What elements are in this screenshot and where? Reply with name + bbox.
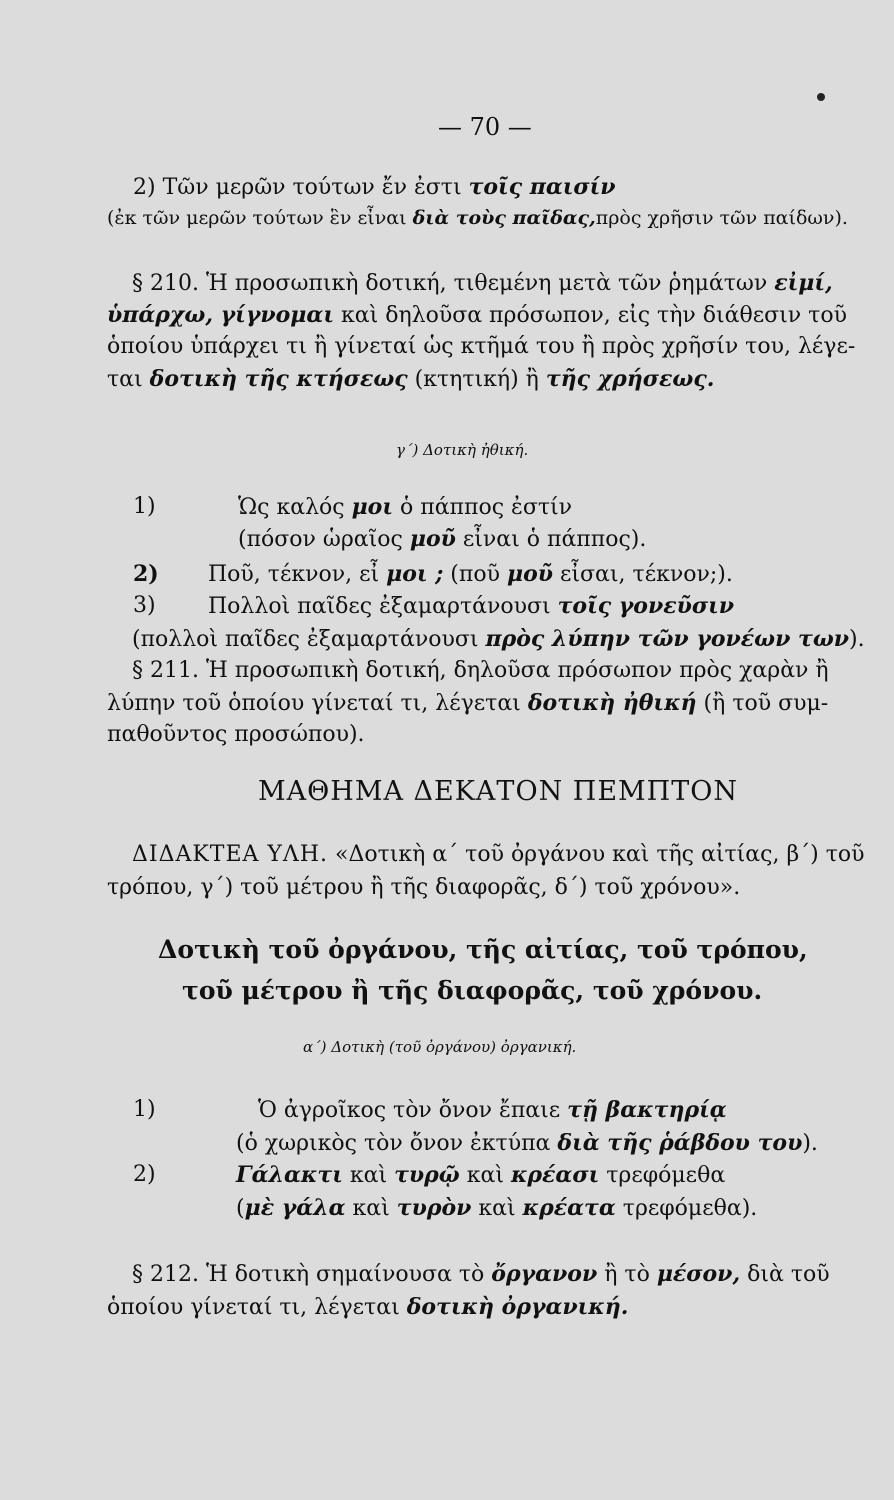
ink-speck (817, 93, 825, 101)
example-number: 1) (133, 494, 156, 519)
subheading-ethical-dative: γ΄) Δοτικὴ ἠθική. (396, 441, 529, 459)
example-line: Ὁ ἀγροῖκος τὸν ὄνον ἔπαιε τῇ βακτηρίᾳ (258, 1097, 727, 1123)
subheading-instrumental-dative: α΄) Δοτικὴ (τοῦ ὀργάνου) ὀργανική. (303, 1038, 577, 1056)
example-number: 3) (133, 593, 156, 618)
example-line: 2) Τῶν μερῶν τούτων ἔν ἐστι τοῖς παισίν (133, 174, 616, 200)
paragraph-211: λύπην τοῦ ὁποίου γίνεταί τι, λέγεται δοτικὴ ἠθική (ἢ τοῦ συμ- (107, 690, 829, 716)
example-line: (ἐκ τῶν μερῶν τούτων ἓν εἶναι διὰ τοὺς παῖδας,πρὸς χρῆσιν τῶν παίδων). (107, 207, 848, 229)
example-line: (ὁ χωρικὸς τὸν ὄνον ἐκτύπα διὰ τῆς ῥάβδου του). (236, 1130, 818, 1156)
example-number: 2) (133, 1162, 156, 1187)
example-line: (πολλοὶ παῖδες ἐξαμαρτάνουσι πρὸς λύπην τῶν γονέων των). (132, 626, 865, 652)
syllabus-line: ΔΙΔΑΚΤΕΑ ΥΛΗ. «Δοτικὴ α΄ τοῦ ὀργάνου καὶ τῆς αἰτίας, β΄) τοῦ (132, 842, 865, 867)
example-number: 1) (133, 1097, 156, 1122)
example-line: (πόσον ὡραῖος μοῦ εἶναι ὁ πάππος). (238, 526, 647, 552)
example-line: Γάλακτι καὶ τυρῷ καὶ κρέασι τρεφόμεθα (236, 1162, 726, 1188)
example-line: Πολλοὶ παῖδες ἐξαμαρτάνουσι τοῖς γονεῦσιν (208, 593, 735, 619)
example-line: (μὲ γάλα καὶ τυρὸν καὶ κρέατα τρεφόμεθα). (236, 1195, 758, 1221)
paragraph-211: § 211. Ἡ προσωπικὴ δοτική, δηλοῦσα πρόσωπον πρὸς χαρὰν ἢ (132, 658, 829, 683)
paragraph-211: παθοῦντος προσώπου). (107, 722, 365, 747)
example-line: Ποῦ, τέκνον, εἶ μοι ; (ποῦ μοῦ εἶσαι, τέκνον;). (208, 561, 733, 587)
page-number: — 70 — (438, 113, 532, 141)
paragraph-212: § 212. Ἡ δοτικὴ σημαίνουσα τὸ ὄργανον ἢ τὸ μέσον, διὰ τοῦ (132, 1261, 830, 1287)
section-heading: τοῦ μέτρου ἢ τῆς διαφορᾶς, τοῦ χρόνου. (182, 976, 763, 1005)
lesson-title: ΜΑΘΗΜΑ ΔΕΚΑΤΟΝ ΠΕΜΠΤΟΝ (258, 776, 738, 807)
paragraph-210: § 210. Ἡ προσωπικὴ δοτική, τιθεμένη μετὰ τῶν ῥημάτων εἰμί, (132, 270, 833, 296)
example-line: Ὡς καλός μοι ὁ πάππος ἐστίν (238, 494, 573, 520)
paragraph-210: ται δοτικὴ τῆς κτήσεως (κτητική) ἢ τῆς χρήσεως. (107, 366, 715, 392)
paragraph-210: ὑπάρχω, γίγνομαι καὶ δηλοῦσα πρόσωπον, εἰς τὴν διάθεσιν τοῦ (107, 302, 847, 328)
syllabus-line: τρόπου, γ΄) τοῦ μέτρου ἢ τῆς διαφορᾶς, δ΄) τοῦ χρόνου». (107, 875, 741, 900)
paragraph-212: ὁποίου γίνεταί τι, λέγεται δοτικὴ ὀργανική. (107, 1294, 629, 1320)
paragraph-210: ὁποίου ὑπάρχει τι ἢ γίνεταί ὡς κτῆμά του ἢ πρὸς χρῆσίν του, λέγε- (107, 334, 856, 359)
section-heading: Δοτικὴ τοῦ ὀργάνου, τῆς αἰτίας, τοῦ τρόπου, (158, 935, 808, 964)
example-number: 2) (133, 561, 159, 587)
